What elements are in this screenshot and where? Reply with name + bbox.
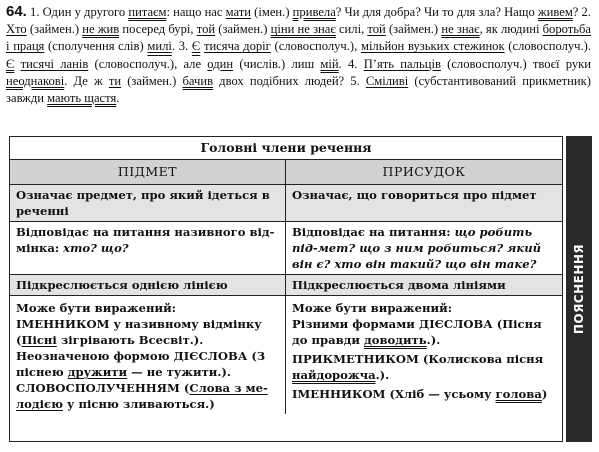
underlined-word: ціни не знає bbox=[270, 22, 336, 37]
predicate-underline-rule: Підкреслюється двома лініями bbox=[286, 275, 562, 296]
underlined-word: Сміливі bbox=[365, 73, 409, 88]
text-run: (імен.) bbox=[251, 5, 293, 19]
text-run: : нащо нас bbox=[166, 5, 226, 19]
subject-meaning: Означає предмет, про який ідеться в реченні bbox=[10, 185, 286, 222]
underlined-word: мільйон вузьких стежинок bbox=[360, 39, 505, 54]
underlined-word: один bbox=[207, 56, 234, 71]
underlined-word: мій bbox=[320, 56, 339, 71]
text-run: (займен.) bbox=[26, 22, 83, 37]
text-run: ? Чи для добра? Чи то для зла? Нащо bbox=[335, 5, 538, 19]
table-grid bbox=[10, 160, 562, 414]
underlined-word: неоднакові bbox=[6, 73, 65, 88]
underlined-word: боротьба і праця bbox=[6, 22, 592, 54]
main-parts-table bbox=[9, 136, 563, 442]
text-run: посеред бурі, bbox=[119, 22, 197, 37]
text-run: (словосполуч.), але bbox=[88, 56, 208, 71]
text-run: 1. Один у другого bbox=[30, 5, 129, 19]
subject-phrase-line: СЛОВОСПОЛУЧЕННЯМ (Слова з ме-лодією у пісню зливаються.) bbox=[16, 381, 268, 411]
underlined-word: бачив bbox=[182, 73, 214, 88]
underlined-word: живем bbox=[537, 5, 573, 19]
underlined-word: не знає bbox=[441, 22, 480, 37]
text-run: (словосполуч.) твоєї руки bbox=[440, 56, 591, 71]
subject-verb-line: Неозначеною формою ДІЄСЛОВА (З піснею дружити — не тужити.). bbox=[16, 349, 266, 379]
text-run: . 4. bbox=[338, 56, 364, 71]
sidebar-label: ПОЯСНЕННЯ bbox=[572, 243, 586, 335]
underlined-word: привела bbox=[292, 5, 336, 19]
text-run: ? 2. bbox=[572, 5, 591, 19]
underlined-word: тисячі ланів bbox=[20, 56, 89, 71]
underlined-word: Є bbox=[6, 56, 15, 71]
subject-question: Відповідає на питання називного від-мінка: хто? що? bbox=[10, 222, 286, 275]
predicate-noun-line: ІМЕННИКОМ (Хліб — усьому голова) bbox=[292, 387, 548, 401]
text-run: (субстантивований прикметник) завжди bbox=[6, 73, 591, 106]
column-header-predicate: ПРИСУДОК bbox=[286, 160, 562, 185]
text-run: двох подібних людей? 5. bbox=[213, 73, 366, 88]
subject-expression: Може бути виражений: ІМЕННИКОМ у називному відмінку (Пісні зігрівають Всесвіт.). Неозначеною формою ДІЄСЛОВА (З піснею дружити — не тужити.). СЛОВОСПОЛУЧЕННЯМ (Слова з ме-лодією у пісню зливаються.) bbox=[10, 296, 286, 414]
underlined-word: мають щастя bbox=[47, 91, 117, 106]
text-run: (займен.) bbox=[215, 22, 271, 37]
text-run: (займен.) bbox=[121, 73, 183, 88]
text-run: . bbox=[116, 91, 120, 106]
exercise-number: 64. bbox=[6, 3, 27, 20]
underlined-word: ти bbox=[108, 73, 122, 88]
text-run: (словосполуч.), bbox=[270, 39, 361, 54]
text-run: . 3. bbox=[171, 39, 192, 54]
underlined-word: Хто bbox=[6, 22, 27, 37]
text-run: (словосполуч.). bbox=[504, 39, 592, 54]
subject-underline-rule: Підкреслюється однією лінією bbox=[10, 275, 286, 296]
underlined-word: той bbox=[196, 22, 216, 37]
text-run: (займен.) bbox=[385, 22, 442, 37]
predicate-expression: Може бути виражений: Різними формами ДІЄСЛОВА (Пісня до правди доводить.). ПРИКМЕТНИКОМ (Колискова пісня найдорожча.). ІМЕННИКОМ (Хліб — усьому голова) bbox=[286, 296, 562, 414]
underlined-word: милі bbox=[147, 39, 172, 54]
column-header-subject: ПІДМЕТ bbox=[10, 160, 286, 185]
subject-noun-line: ІМЕННИКОМ у називному відмінку (Пісні зігрівають Всесвіт.). bbox=[16, 317, 262, 347]
underlined-word: мати bbox=[225, 5, 252, 19]
text-run: (числів.) лиш bbox=[233, 56, 321, 71]
sidebar-tab-explanation bbox=[566, 136, 592, 442]
text-run: силі, bbox=[335, 22, 368, 37]
exercise-body bbox=[6, 5, 591, 105]
underlined-word: тисяча доріг bbox=[203, 39, 271, 54]
underlined-word: питаєм bbox=[128, 5, 167, 19]
predicate-meaning: Означає, що говориться про підмет bbox=[286, 185, 562, 222]
underlined-word: П’ять пальців bbox=[363, 56, 441, 71]
text-run: (сполучення слів) bbox=[44, 39, 148, 54]
underlined-word: Є bbox=[191, 39, 201, 54]
predicate-verb-line: Різними формами ДІЄСЛОВА (Пісня до правди доводить.). bbox=[292, 317, 542, 347]
text-run: . Де ж bbox=[64, 73, 109, 88]
underlined-word: той bbox=[367, 22, 386, 37]
predicate-adjective-line: ПРИКМЕТНИКОМ (Колискова пісня найдорожча.). bbox=[292, 352, 544, 382]
text-run: , як людині bbox=[479, 22, 543, 37]
predicate-question: Відповідає на питання: що робить під-мет? що з ним робиться? який він є? хто він такий? що він таке? bbox=[286, 222, 562, 275]
underlined-word: не жив bbox=[82, 22, 120, 37]
exercise-text bbox=[6, 3, 591, 107]
table-title: Головні члени речення bbox=[10, 137, 562, 160]
